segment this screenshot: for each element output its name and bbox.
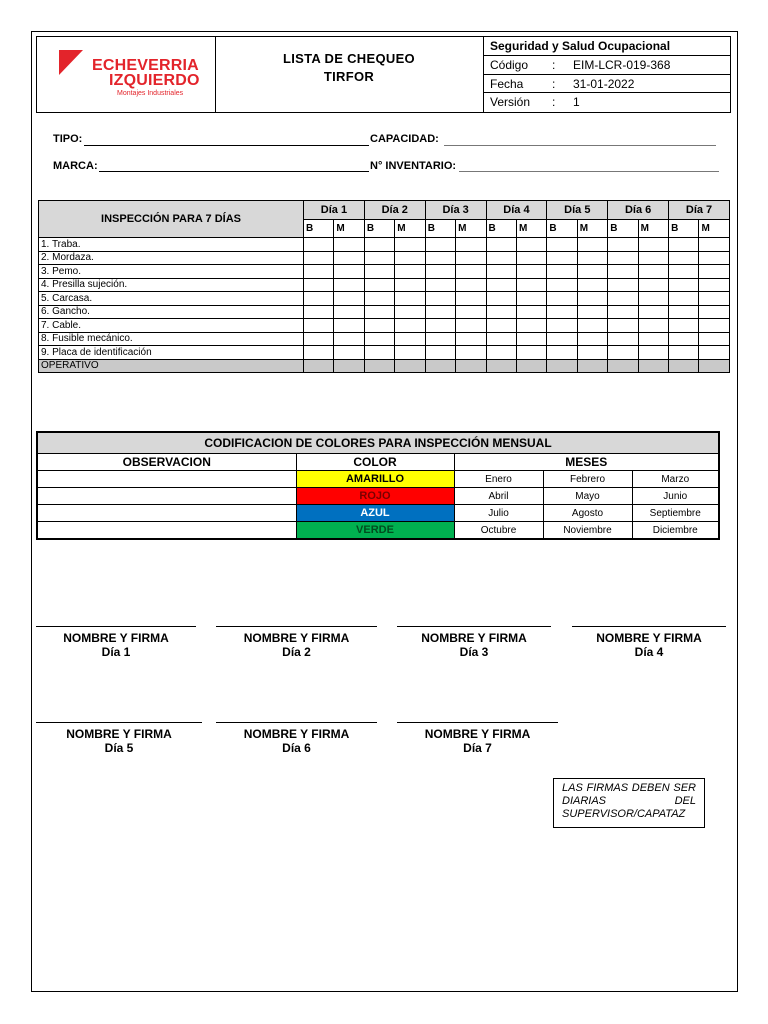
signature-note: LAS FIRMAS DEBEN SER DIARIAS DEL SUPERVISOR/CAPATAZ <box>553 778 705 828</box>
month-cell: Mayo <box>543 488 632 505</box>
check-cell[interactable] <box>364 238 394 252</box>
title-line-1: LISTA DE CHEQUEO <box>283 51 415 66</box>
signature-label: NOMBRE Y FIRMA <box>596 631 702 645</box>
signature-day: Día 2 <box>282 645 311 659</box>
check-cell[interactable] <box>486 359 516 373</box>
observacion-cell[interactable] <box>37 505 296 522</box>
check-cell[interactable] <box>304 346 334 360</box>
day-header: Día 4 <box>486 201 547 220</box>
check-cell[interactable] <box>669 251 699 265</box>
signature-day: Día 4 <box>634 645 664 659</box>
check-cell[interactable] <box>425 346 455 360</box>
check-cell[interactable] <box>425 305 455 319</box>
check-cell[interactable] <box>395 278 425 292</box>
color-code-table <box>36 431 720 540</box>
color-code-row <box>37 522 719 540</box>
check-cell[interactable] <box>516 305 546 319</box>
check-cell[interactable] <box>547 238 577 252</box>
signature-day-5[interactable] <box>36 722 202 755</box>
signature-label: NOMBRE Y FIRMA <box>243 727 350 741</box>
company-logo <box>37 37 216 112</box>
check-cell[interactable] <box>638 305 668 319</box>
check-cell[interactable] <box>608 265 638 279</box>
check-cell[interactable] <box>486 319 516 333</box>
check-cell[interactable] <box>334 278 364 292</box>
check-cell[interactable] <box>456 292 486 306</box>
check-cell[interactable] <box>304 359 334 373</box>
check-cell[interactable] <box>456 319 486 333</box>
check-cell[interactable] <box>638 265 668 279</box>
marca-field[interactable] <box>99 171 369 172</box>
check-cell[interactable] <box>638 292 668 306</box>
check-cell[interactable] <box>425 292 455 306</box>
meta-value: 1 <box>573 95 580 110</box>
check-cell[interactable] <box>669 278 699 292</box>
check-cell[interactable] <box>425 278 455 292</box>
month-cell: Marzo <box>632 471 719 488</box>
inventario-label: N° INVENTARIO: <box>370 160 457 172</box>
check-cell[interactable] <box>638 251 668 265</box>
check-cell[interactable] <box>699 332 730 346</box>
meta-sep: : <box>552 95 556 110</box>
inspection-item: 2. Mordaza. <box>39 251 304 265</box>
check-cell[interactable] <box>669 238 699 252</box>
check-cell[interactable] <box>669 292 699 306</box>
check-cell[interactable] <box>699 278 730 292</box>
col-bueno: B <box>547 220 577 238</box>
day-header: Día 3 <box>425 201 486 220</box>
inspection-item: 3. Pemo. <box>39 265 304 279</box>
month-cell: Febrero <box>543 471 632 488</box>
check-cell[interactable] <box>304 278 334 292</box>
check-cell[interactable] <box>699 305 730 319</box>
check-cell[interactable] <box>669 265 699 279</box>
signature-day-7[interactable] <box>397 722 558 755</box>
check-cell[interactable] <box>395 332 425 346</box>
check-cell[interactable] <box>699 292 730 306</box>
check-cell[interactable] <box>334 359 364 373</box>
check-cell[interactable] <box>486 238 516 252</box>
check-cell[interactable] <box>304 265 334 279</box>
check-cell[interactable] <box>547 251 577 265</box>
observacion-cell[interactable] <box>37 488 296 505</box>
logo-line-1: ECHEVERRIA <box>92 57 199 74</box>
check-cell[interactable] <box>547 305 577 319</box>
check-cell[interactable] <box>395 319 425 333</box>
col-bueno: B <box>304 220 334 238</box>
check-cell[interactable] <box>516 359 546 373</box>
check-cell[interactable] <box>547 319 577 333</box>
check-cell[interactable] <box>364 278 394 292</box>
col-malo: M <box>516 220 546 238</box>
month-cell: Noviembre <box>543 522 632 540</box>
check-cell[interactable] <box>456 238 486 252</box>
day-header: Día 6 <box>608 201 669 220</box>
day-header: Día 7 <box>669 201 730 220</box>
check-cell[interactable] <box>364 319 394 333</box>
check-cell[interactable] <box>638 359 668 373</box>
check-cell[interactable] <box>516 278 546 292</box>
col-observacion: OBSERVACION <box>37 454 296 471</box>
check-cell[interactable] <box>516 292 546 306</box>
capacidad-label: CAPACIDAD: <box>370 133 439 145</box>
check-cell[interactable] <box>364 292 394 306</box>
check-cell[interactable] <box>577 251 607 265</box>
check-cell[interactable] <box>364 346 394 360</box>
col-malo: M <box>638 220 668 238</box>
check-cell[interactable] <box>395 265 425 279</box>
check-cell[interactable] <box>304 251 334 265</box>
tipo-field[interactable] <box>84 145 369 146</box>
document-meta <box>484 37 730 112</box>
check-cell[interactable] <box>608 359 638 373</box>
inspection-item: 8. Fusible mecánico. <box>39 332 304 346</box>
col-color: COLOR <box>296 454 454 471</box>
check-cell[interactable] <box>547 265 577 279</box>
marca-label: MARCA: <box>53 160 98 172</box>
inspection-row <box>39 319 730 333</box>
check-cell[interactable] <box>486 265 516 279</box>
check-cell[interactable] <box>577 359 607 373</box>
check-cell[interactable] <box>638 278 668 292</box>
inspection-item: 1. Traba. <box>39 238 304 252</box>
check-cell[interactable] <box>516 346 546 360</box>
inspection-item: 4. Presilla sujeción. <box>39 278 304 292</box>
meta-sep: : <box>552 76 556 91</box>
meta-key: Versión <box>490 95 531 110</box>
check-cell[interactable] <box>699 265 730 279</box>
col-malo: M <box>699 220 730 238</box>
month-cell: Agosto <box>543 505 632 522</box>
signature-label: NOMBRE Y FIRMA <box>424 727 531 741</box>
check-cell[interactable] <box>608 332 638 346</box>
inspection-row <box>39 251 730 265</box>
check-cell[interactable] <box>577 265 607 279</box>
check-cell[interactable] <box>638 238 668 252</box>
inspection-row <box>39 238 730 252</box>
signature-day: Día 1 <box>101 645 131 659</box>
check-cell[interactable] <box>516 265 546 279</box>
color-swatch: AZUL <box>296 505 454 522</box>
check-cell[interactable] <box>395 346 425 360</box>
check-cell[interactable] <box>456 265 486 279</box>
check-cell[interactable] <box>638 332 668 346</box>
month-cell: Junio <box>632 488 719 505</box>
check-cell[interactable] <box>699 359 730 373</box>
meta-row-date <box>484 75 730 94</box>
inspection-header: INSPECCIÓN PARA 7 DÍAS <box>39 201 304 238</box>
check-cell[interactable] <box>425 319 455 333</box>
check-cell[interactable] <box>456 359 486 373</box>
check-cell[interactable] <box>486 346 516 360</box>
month-cell: Octubre <box>454 522 543 540</box>
check-cell[interactable] <box>547 346 577 360</box>
check-cell[interactable] <box>516 251 546 265</box>
color-code-row <box>37 488 719 505</box>
check-cell[interactable] <box>638 319 668 333</box>
col-malo: M <box>395 220 425 238</box>
meta-value: 31-01-2022 <box>573 76 635 91</box>
check-cell[interactable] <box>577 292 607 306</box>
inspection-row <box>39 332 730 346</box>
check-cell[interactable] <box>364 332 394 346</box>
check-cell[interactable] <box>486 305 516 319</box>
meta-value: EIM-LCR-019-368 <box>573 57 671 72</box>
color-swatch: VERDE <box>296 522 454 540</box>
check-cell[interactable] <box>577 332 607 346</box>
signature-label: NOMBRE Y FIRMA <box>66 727 172 741</box>
check-cell[interactable] <box>425 359 455 373</box>
signature-label: NOMBRE Y FIRMA <box>243 631 350 645</box>
observacion-cell[interactable] <box>37 471 296 488</box>
check-cell[interactable] <box>608 238 638 252</box>
inspection-item: 5. Carcasa. <box>39 292 304 306</box>
signature-label: NOMBRE Y FIRMA <box>421 631 527 645</box>
signature-day: Día 7 <box>463 741 492 755</box>
inspection-row <box>39 346 730 360</box>
check-cell[interactable] <box>577 278 607 292</box>
check-cell[interactable] <box>547 332 577 346</box>
check-cell[interactable] <box>486 251 516 265</box>
check-cell[interactable] <box>425 265 455 279</box>
check-cell[interactable] <box>547 292 577 306</box>
check-cell[interactable] <box>334 292 364 306</box>
day-header: Día 2 <box>364 201 425 220</box>
check-cell[interactable] <box>669 319 699 333</box>
check-cell[interactable] <box>334 332 364 346</box>
check-cell[interactable] <box>608 292 638 306</box>
signature-day: Día 6 <box>282 741 311 755</box>
signature-day: Día 5 <box>104 741 134 755</box>
check-cell[interactable] <box>608 346 638 360</box>
col-malo: M <box>334 220 364 238</box>
check-cell[interactable] <box>334 346 364 360</box>
check-cell[interactable] <box>395 292 425 306</box>
color-code-title: CODIFICACION DE COLORES PARA INSPECCIÓN MENSUAL <box>37 432 719 454</box>
tipo-label: TIPO: <box>53 133 83 145</box>
check-cell[interactable] <box>364 359 394 373</box>
check-cell[interactable] <box>304 238 334 252</box>
color-code-row <box>37 471 719 488</box>
color-swatch: AMARILLO <box>296 471 454 488</box>
check-cell[interactable] <box>456 278 486 292</box>
check-cell[interactable] <box>304 292 334 306</box>
logo-line-3: Montajes Industriales <box>117 90 184 97</box>
check-cell[interactable] <box>699 238 730 252</box>
inspection-item: 9. Placa de identificación <box>39 346 304 360</box>
check-cell[interactable] <box>608 319 638 333</box>
month-cell: Enero <box>454 471 543 488</box>
col-meses: MESES <box>454 454 719 471</box>
check-cell[interactable] <box>486 332 516 346</box>
check-cell[interactable] <box>516 319 546 333</box>
check-cell[interactable] <box>577 238 607 252</box>
inspection-item: 7. Cable. <box>39 319 304 333</box>
check-cell[interactable] <box>608 305 638 319</box>
col-bueno: B <box>608 220 638 238</box>
check-cell[interactable] <box>486 292 516 306</box>
col-bueno: B <box>486 220 516 238</box>
operativo-row <box>39 359 730 373</box>
check-cell[interactable] <box>577 319 607 333</box>
signature-day-2[interactable] <box>216 626 377 659</box>
color-code-row <box>37 505 719 522</box>
check-cell[interactable] <box>395 238 425 252</box>
signature-day: Día 3 <box>459 645 489 659</box>
month-cell: Septiembre <box>632 505 719 522</box>
col-malo: M <box>577 220 607 238</box>
col-bueno: B <box>364 220 394 238</box>
meta-heading <box>484 37 730 56</box>
check-cell[interactable] <box>577 346 607 360</box>
check-cell[interactable] <box>547 359 577 373</box>
check-cell[interactable] <box>486 278 516 292</box>
check-cell[interactable] <box>425 251 455 265</box>
col-bueno: B <box>669 220 699 238</box>
signature-label: NOMBRE Y FIRMA <box>63 631 169 645</box>
capacidad-field[interactable] <box>444 145 716 146</box>
check-cell[interactable] <box>334 319 364 333</box>
inspection-row <box>39 278 730 292</box>
logo-line-2: IZQUIERDO <box>109 72 200 89</box>
check-cell[interactable] <box>669 305 699 319</box>
check-cell[interactable] <box>547 278 577 292</box>
check-cell[interactable] <box>334 251 364 265</box>
inventario-field[interactable] <box>459 171 719 172</box>
signature-day-6[interactable] <box>216 722 377 755</box>
check-cell[interactable] <box>425 238 455 252</box>
title-line-2: TIRFOR <box>323 69 375 84</box>
check-cell[interactable] <box>577 305 607 319</box>
check-cell[interactable] <box>516 332 546 346</box>
meta-row-version <box>484 93 730 112</box>
check-cell[interactable] <box>638 346 668 360</box>
month-cell: Diciembre <box>632 522 719 540</box>
check-cell[interactable] <box>456 346 486 360</box>
check-cell[interactable] <box>669 359 699 373</box>
check-cell[interactable] <box>395 305 425 319</box>
signature-day-4[interactable] <box>572 626 726 659</box>
col-bueno: B <box>425 220 455 238</box>
check-cell[interactable] <box>456 251 486 265</box>
check-cell[interactable] <box>304 319 334 333</box>
check-cell[interactable] <box>699 251 730 265</box>
check-cell[interactable] <box>699 319 730 333</box>
check-cell[interactable] <box>334 265 364 279</box>
check-cell[interactable] <box>304 332 334 346</box>
observacion-cell[interactable] <box>37 522 296 540</box>
check-cell[interactable] <box>395 251 425 265</box>
check-cell[interactable] <box>456 305 486 319</box>
check-cell[interactable] <box>364 265 394 279</box>
meta-key: Fecha <box>490 76 524 91</box>
document-title <box>215 37 484 112</box>
check-cell[interactable] <box>304 305 334 319</box>
color-swatch: ROJO <box>296 488 454 505</box>
check-cell[interactable] <box>425 332 455 346</box>
check-cell[interactable] <box>699 346 730 360</box>
day-header: Día 1 <box>304 201 365 220</box>
signature-day-1[interactable] <box>36 626 196 659</box>
meta-sep: : <box>552 57 556 72</box>
inspection-table <box>38 200 730 373</box>
check-cell[interactable] <box>364 305 394 319</box>
check-cell[interactable] <box>669 332 699 346</box>
check-cell[interactable] <box>608 278 638 292</box>
operativo-label: OPERATIVO <box>39 359 304 373</box>
check-cell[interactable] <box>395 359 425 373</box>
month-cell: Julio <box>454 505 543 522</box>
month-cell: Abril <box>454 488 543 505</box>
inspection-row <box>39 292 730 306</box>
document-header <box>36 36 731 113</box>
col-malo: M <box>456 220 486 238</box>
inspection-row <box>39 265 730 279</box>
check-cell[interactable] <box>608 251 638 265</box>
check-cell[interactable] <box>669 346 699 360</box>
signature-day-3[interactable] <box>397 626 551 659</box>
check-cell[interactable] <box>334 238 364 252</box>
meta-key: Código <box>490 57 529 72</box>
inspection-item: 6. Gancho. <box>39 305 304 319</box>
meta-heading-text: Seguridad y Salud Ocupacional <box>490 39 671 53</box>
inspection-row <box>39 305 730 319</box>
day-header: Día 5 <box>547 201 608 220</box>
check-cell[interactable] <box>334 305 364 319</box>
logo-triangle-icon <box>59 50 83 75</box>
check-cell[interactable] <box>364 251 394 265</box>
meta-row-code <box>484 56 730 75</box>
check-cell[interactable] <box>516 238 546 252</box>
check-cell[interactable] <box>456 332 486 346</box>
